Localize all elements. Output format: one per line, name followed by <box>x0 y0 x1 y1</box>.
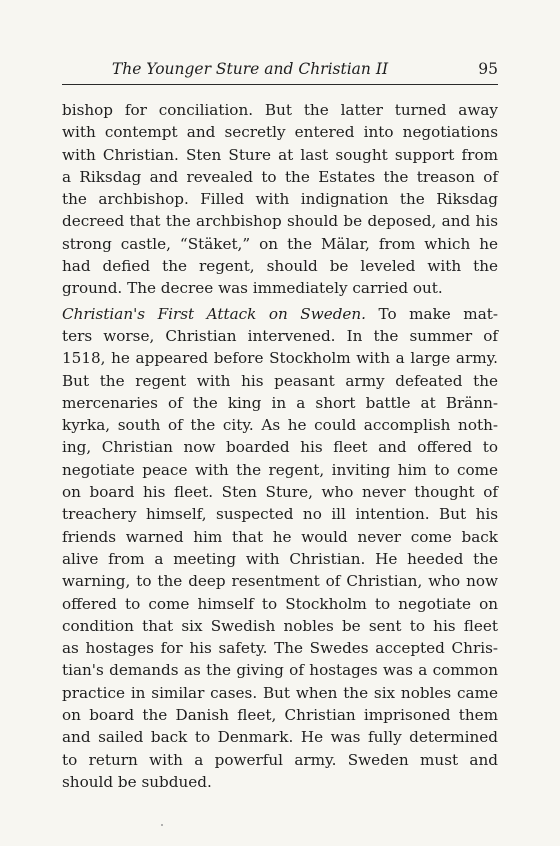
text-line-with-heading <box>62 303 498 325</box>
text-line: to return with a powerful army. Sweden must and <box>62 750 498 769</box>
text-line: condition that six Swedish nobles be sent to his fleet <box>62 616 498 635</box>
text-line: treachery himself, suspected no ill intention. But his <box>62 505 498 524</box>
text-line: warning, to the deep resentment of Christian, who now <box>62 572 498 591</box>
text-line: should be subdued. <box>62 772 212 791</box>
text-line: practice in similar cases. But when the six nobles came <box>62 683 498 702</box>
text-line: kyrka, south of the city. As he could accomplish noth- <box>62 416 498 435</box>
text-line: alive from a meeting with Christian. He heeded the <box>62 549 498 568</box>
paragraph-1 <box>62 99 498 300</box>
text-line: had defied the regent, should be leveled with the <box>62 257 498 276</box>
text-line: on board his fleet. Sten Sture, who never thought of <box>62 483 498 502</box>
text-line: and sailed back to Denmark. He was fully determined <box>62 728 498 747</box>
print-speck <box>161 824 163 826</box>
text-line: tian's demands as the giving of hostages was a common <box>62 661 498 680</box>
running-header <box>62 58 498 85</box>
text-line: as hostages for his safety. The Swedes accepted Chris- <box>62 639 498 658</box>
text-line: with contempt and secretly entered into negotiations <box>62 123 498 142</box>
text-line: decreed that the archbishop should be deposed, and his <box>62 212 498 231</box>
body-text <box>62 99 498 793</box>
text-line: on board the Danish fleet, Christian imprisoned them <box>62 706 498 725</box>
text-line: negotiate peace with the regent, inviting him to come <box>62 460 498 479</box>
text-line: But the regent with his peasant army defeated the <box>62 371 498 390</box>
section-heading: Christian's First Attack on Sweden. <box>62 304 367 323</box>
text-line: strong castle, “Stäket,” on the Mälar, from which he <box>62 234 498 253</box>
text-line: friends warned him that he would never come back <box>62 527 498 546</box>
text-line: offered to come himself to Stockholm to negotiate on <box>62 594 498 613</box>
text-line: with Christian. Sten Sture at last sought support from <box>62 145 498 164</box>
text-line: mercenaries of the king in a short battle at Bränn- <box>62 393 498 412</box>
paragraph-2 <box>62 303 498 794</box>
text-line: ters worse, Christian intervened. In the summer of <box>62 326 498 345</box>
page-number: 95 <box>478 60 498 78</box>
running-title: The Younger Sture and Christian II <box>111 60 389 78</box>
text-line: ing, Christian now boarded his fleet and offered to <box>62 438 498 457</box>
text-line: a Riksdag and revealed to the Estates the treason of <box>62 167 498 186</box>
text-line: ground. The decree was immediately carried out. <box>62 279 443 298</box>
text-line: bishop for conciliation. But the latter turned away <box>62 101 498 119</box>
text-line: the archbishop. Filled with indignation the Riksdag <box>62 190 498 209</box>
text-line: 1518, he appeared before Stockholm with a large army. <box>62 349 498 368</box>
heading-line-rest: To make mat- <box>366 304 498 323</box>
